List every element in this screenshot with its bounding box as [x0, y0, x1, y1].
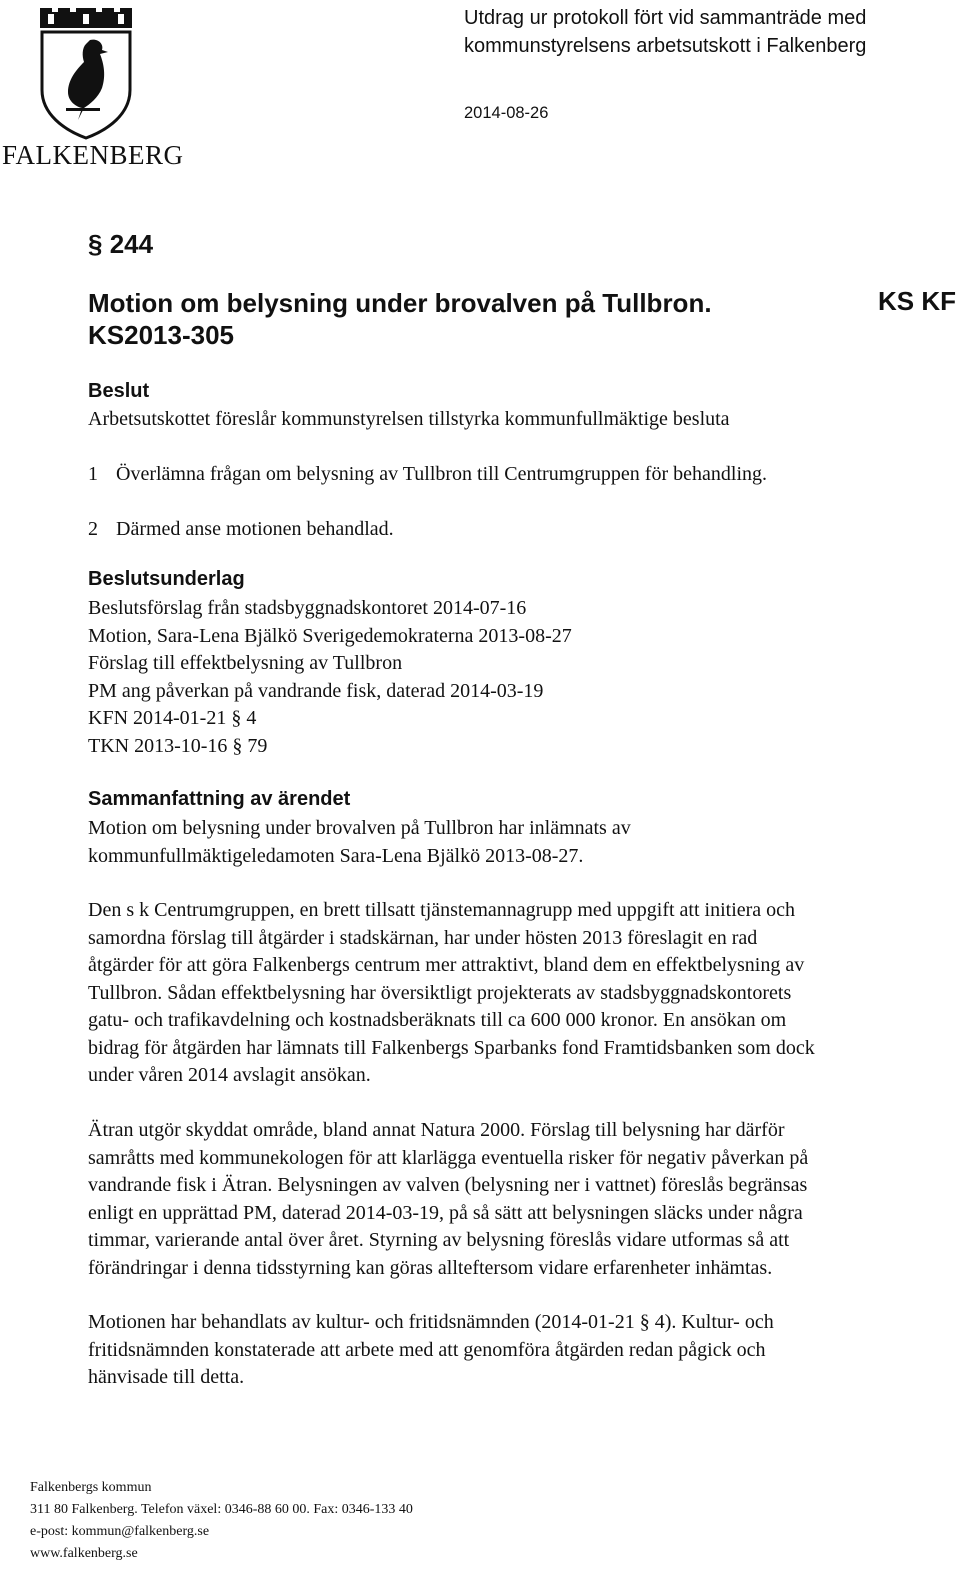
text-line: samråtts med kommunekologen för att klarlägga eventuella risker för negativ påverkan på [88, 1146, 809, 1169]
decision-heading: Beslut [88, 380, 150, 402]
basis-item: KFN 2014-01-21 § 4 [88, 707, 257, 729]
text-line: kommunfullmäktigeledamoten Sara-Lena Bjälkö 2013-08-27. [88, 844, 584, 867]
summary-paragraph-3 [88, 1117, 808, 1282]
decision-item-number: 1 [88, 463, 98, 485]
basis-item: Beslutsförslag från stadsbyggnadskontoret 2014-07-16 [88, 597, 527, 619]
footer-address: 311 80 Falkenberg. Telefon växel: 0346-88 60 00. Fax: 0346-133 40 [30, 1502, 413, 1517]
decision-item-text: Överlämna frågan om belysning av Tullbron till Centrumgruppen för behandling. [116, 463, 767, 485]
summary-paragraph-2 [88, 897, 815, 1090]
decision-item-1 [88, 461, 767, 489]
decision-item-2 [88, 516, 394, 544]
basis-item: Motion, Sara-Lena Bjälkö Sverigedemokraterna 2013-08-27 [88, 624, 572, 647]
text-line: timmar, varierande antal över året. Styrning av belysning föreslås vidare utformas så att [88, 1229, 790, 1251]
case-title: Motion om belysning under brovalven på Tullbron. [88, 288, 712, 318]
basis-heading: Beslutsunderlag [88, 568, 245, 590]
text-line: hänvisade till detta. [88, 1366, 245, 1388]
text-line: enligt en upprättad PM, daterad 2014-03-19, på så sätt att belysningen släcks under några [88, 1201, 803, 1224]
paragraph-value: 244 [109, 229, 154, 259]
footer [30, 1477, 413, 1565]
decision-intro: Arbetsutskottet föreslår kommunstyrelsen tillstyrka kommunfullmäktige besluta [88, 408, 730, 430]
text-line: Motion om belysning under brovalven på Tullbron har inlämnats av [88, 817, 631, 839]
crown-icon [40, 8, 132, 28]
text-line: vandrande fisk i Ätran. Belysningen av valven (belysning ner i vattnet) föreslås begränsas [88, 1174, 808, 1196]
text-line: under våren 2014 avslagit ansökan. [88, 1064, 371, 1086]
decision-item-text: Därmed anse motionen behandlad. [116, 518, 394, 540]
protocol-header [464, 4, 954, 60]
meeting-date: 2014-08-26 [464, 104, 549, 122]
header-title-line1: Utdrag ur protokoll fört vid sammanträde med [464, 7, 867, 29]
case-number: KS2013-305 [88, 320, 234, 350]
text-line: samordna förslag till åtgärder i stadskärnan, har under hösten 2013 föreslagit en rad [88, 926, 758, 949]
footer-name: Falkenbergs kommun [30, 1480, 152, 1495]
text-line: Tullbron. Sådan effektbelysning har översiktligt projekterats av stadsbyggnadskontorets [88, 981, 792, 1004]
summary-heading: Sammanfattning av ärendet [88, 788, 351, 810]
footer-web: www.falkenberg.se [30, 1546, 138, 1561]
basis-item: TKN 2013-10-16 § 79 [88, 734, 268, 757]
text-line: åtgärder för att göra Falkenbergs centrum mer attraktivt, bland dem en effektbelysning av [88, 954, 805, 976]
text-line: bidrag för åtgärden har lämnats till Falkenbergs Sparbanks fond Framtidsbanken som dock [88, 1036, 815, 1059]
footer-email: e-post: kommun@falkenberg.se [30, 1524, 210, 1539]
text-line: Motionen har behandlats av kultur- och fritidsnämnden (2014-01-21 § 4). Kultur- och [88, 1311, 774, 1333]
text-line: Den s k Centrumgruppen, en brett tillsatt tjänstemannagrupp med uppgift att initiera och [88, 899, 796, 921]
summary-paragraph-4 [88, 1309, 774, 1392]
case-recipients: KS KF [878, 286, 956, 316]
section-sign-icon: § [88, 229, 110, 259]
text-line: gatu- och trafikavdelning och kostnadsberäknats till ca 600 000 kronor. En ansökan om [88, 1009, 787, 1031]
text-line: förändringar i denna tidsstyrning kan göras allteftersom vidare erfarenheter inhämtas. [88, 1256, 773, 1279]
decision-item-number: 2 [88, 518, 98, 540]
summary-paragraph-1 [88, 815, 631, 870]
paragraph-number [88, 229, 153, 260]
basis-item: PM ang påverkan på vandrande fisk, daterad 2014-03-19 [88, 679, 544, 702]
coat-of-arms-logo [38, 4, 134, 140]
header-title-line2: kommunstyrelsens arbetsutskott i Falkenberg [464, 35, 867, 57]
basis-list [88, 595, 572, 760]
basis-item: Förslag till effektbelysning av Tullbron [88, 652, 403, 674]
text-line: fritidsnämnden konstaterade att arbete med att genomföra åtgärden redan pågick och [88, 1338, 766, 1361]
municipality-wordmark: FALKENBERG [2, 140, 184, 170]
text-line: Ätran utgör skyddat område, bland annat Natura 2000. Förslag till belysning har därför [88, 1119, 785, 1141]
